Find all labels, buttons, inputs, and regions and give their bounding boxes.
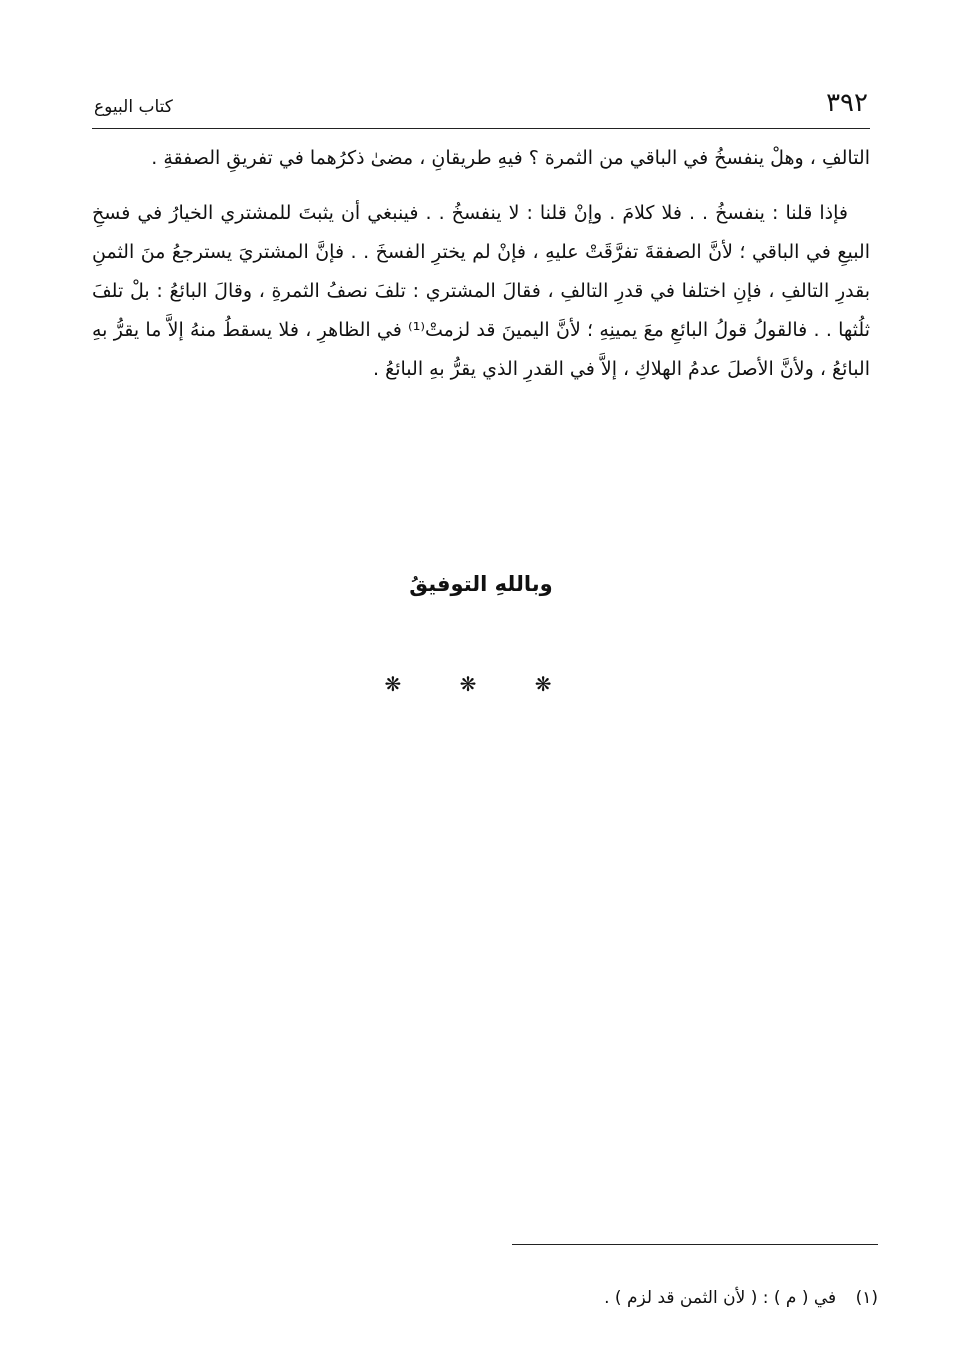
footnote-number: (١): [855, 1288, 878, 1308]
body-text: [92, 139, 870, 389]
running-title: كتاب البيوع: [94, 97, 173, 117]
footnote-text: في ( م ) : ( لأن الثمن قد لزم ) .: [604, 1288, 837, 1308]
paragraph-1: التالفِ ، وهلْ ينفسخُ في الباقي من الثمرة ؟ فيهِ طريقانِ ، مضىٰ ذكرُهما في تفريقِ الصفقةِ .: [151, 147, 870, 169]
paragraph-2: فإذا قلنا : ينفسخُ . . فلا كلامَ . وإنْ قلنا : لا ينفسخُ . . فينبغي أن يثبتَ للمشتري الخيارُ في فسخِ البيعِ في الباقي ؛ لأنَّ الصفقةَ تفرَّقَتْ عليهِ ، فإنْ لم يخترِ الفسخَ . . فإنَّ المشتريَ يسترجعُ منَ الثمنِ بقدرِ التالفِ ، فإنِ اختلفا في قدرِ التالفِ ، فقالَ المشتري : تلفَ نصفُ الثمرةِ ، وقالَ البائعُ : بلْ تلفَ ثلُثها . . فالقولُ قولُ البائعِ معَ يمينِهِ ؛ لأنَّ اليمينَ قد لزمتْ⁽¹⁾ في الظاهرِ ، فلا يسقطُ منهُ إلاَّ ما يقرُّ بهِ البائعُ ، ولأنَّ الأصلَ عدمُ الهلاكِ ، إلاَّ في القدرِ الذي يقرُّ بهِ البائعُ .: [92, 202, 870, 380]
footnote-rule: [512, 1244, 878, 1245]
closing-phrase: وباللهِ التوفيقُ: [409, 572, 553, 596]
section-separator: ❋ ❋ ❋: [384, 672, 578, 696]
page-number: ٣٩٢: [826, 88, 868, 118]
header-rule: [92, 128, 870, 129]
footnote: [604, 1286, 878, 1310]
